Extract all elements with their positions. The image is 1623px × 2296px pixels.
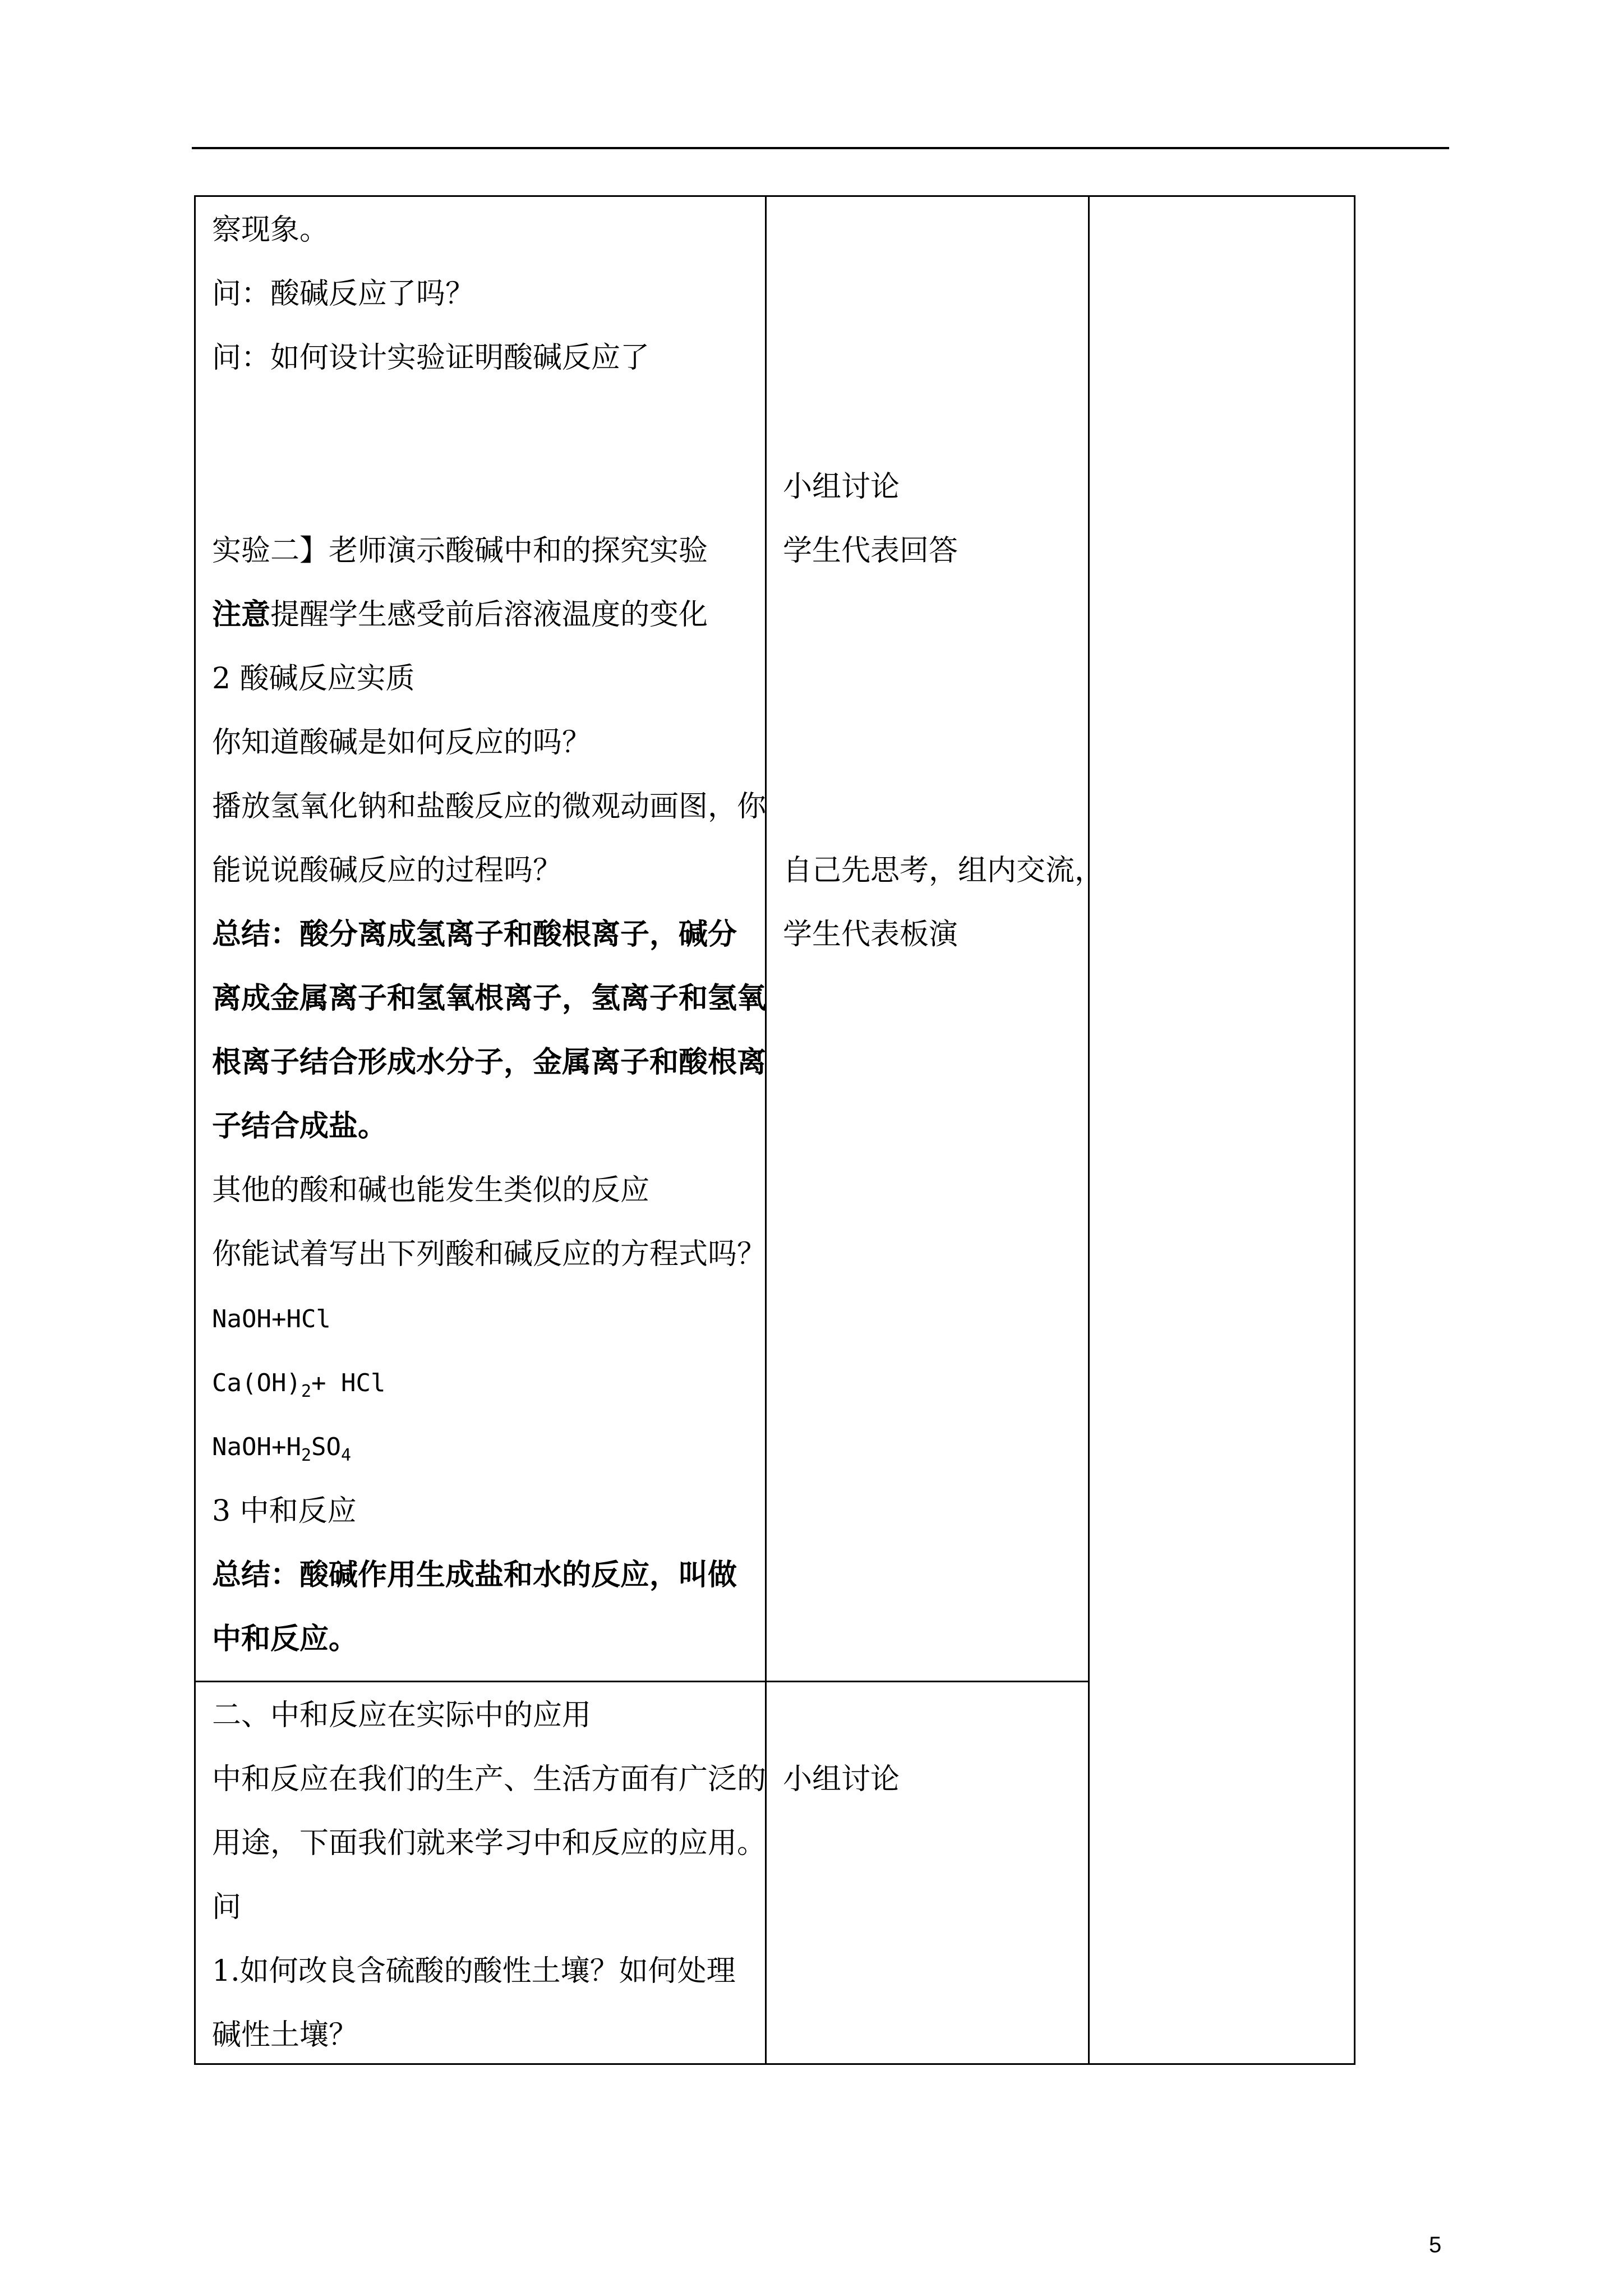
student-activity: 小组讨论 — [783, 1763, 900, 1796]
summary-line: 总结：酸碱作用生成盐和水的反应，叫做 — [212, 1558, 737, 1592]
text-line: 播放氢氧化钠和盐酸反应的微观动画图，你 — [212, 790, 767, 823]
text-line: 能说说酸碱反应的过程吗？ — [212, 854, 562, 887]
table-border-bottom — [194, 2063, 1355, 2065]
text-line: 察现象。 — [212, 213, 329, 247]
table-border-top — [194, 195, 1355, 197]
student-activity: 学生代表板演 — [783, 918, 958, 951]
summary-line: 子结合成盐。 — [212, 1109, 388, 1143]
note-line — [212, 598, 708, 632]
experiment-heading: 实验二】老师演示酸碱中和的探究实验 — [212, 534, 708, 568]
text-line: 用途，下面我们就来学习中和反应的应用。 — [212, 1826, 767, 1860]
student-activity: 小组讨论 — [783, 470, 900, 504]
section-heading: 2 酸碱反应实质 — [212, 662, 415, 696]
formula-naoh-hcl: NaOH+HCl — [212, 1305, 331, 1333]
table-border-col2-col3 — [1088, 195, 1090, 2064]
question-line: 你知道酸碱是如何反应的吗？ — [212, 726, 592, 760]
header-rule — [192, 147, 1449, 149]
text-line: 中和反应在我们的生产、生活方面有广泛的 — [212, 1763, 767, 1796]
note-label: 注意 — [212, 597, 271, 632]
question-line: 问：如何设计实验证明酸碱反应了 — [212, 341, 650, 375]
table-border-right — [1354, 195, 1355, 2064]
student-activity: 自己先思考，组内交流， — [783, 854, 1104, 887]
note-text: 提醒学生感受前后溶液温度的变化 — [270, 598, 708, 632]
formula-caoh2-hcl: $Ca(OH)_2+$ HCl — [212, 1369, 386, 1401]
question-label: 问 — [212, 1890, 242, 1924]
question-line: 碱性土壤？ — [212, 2018, 358, 2052]
question-line: 你能试着写出下列酸和碱反应的方程式吗？ — [212, 1237, 767, 1271]
section-heading: 二、中和反应在实际中的应用 — [212, 1699, 592, 1732]
table-row-divider — [194, 1681, 1090, 1682]
table-border-left — [194, 195, 196, 2064]
summary-line: 中和反应。 — [212, 1622, 358, 1656]
section-heading: 3 中和反应 — [212, 1494, 357, 1528]
summary-line: 根离子结合形成水分子，金属离子和酸根离 — [212, 1045, 767, 1079]
question-line: 问：酸碱反应了吗？ — [212, 277, 475, 311]
formula-naoh-h2so4: $NaOH+H_2SO_4$ — [212, 1433, 352, 1465]
page-number: 5 — [1429, 2233, 1442, 2257]
summary-line: 总结：酸分离成氢离子和酸根离子，碱分 — [212, 917, 737, 951]
student-activity: 学生代表回答 — [783, 534, 958, 568]
summary-line: 离成金属离子和氢氧根离子，氢离子和氢氧 — [212, 981, 767, 1015]
text-line: 其他的酸和碱也能发生类似的反应 — [212, 1174, 650, 1207]
question-line: 1.如何改良含硫酸的酸性土壤？如何处理 — [212, 1954, 736, 1988]
